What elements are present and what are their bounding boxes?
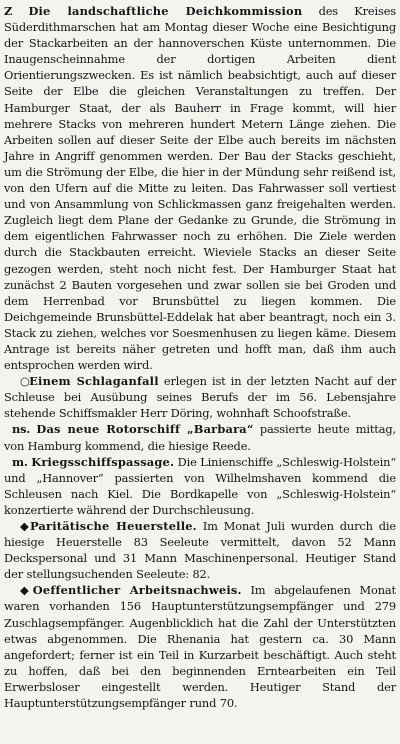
article-headline: Paritätische Heuerstelle. [29,519,197,533]
article-kriegsschiffspassage [4,454,396,518]
article-headline: Das neue Rotorschiff „Barbara“ [36,422,254,437]
article-headline: Kriegsschiffspassage. [31,454,175,469]
article-body: passierte heute mittag, von Hamburg kommend, die hiesige Reede. [4,422,396,453]
article-headline: Einem Schlaganfall [29,374,159,389]
news-column [4,3,396,711]
diamond-marker-icon: ◆ [20,519,29,533]
article-body: des Kreises Süderdithmarschen hat am Montag dieser Woche eine Besichtigung der Stackarbeiten an der hannoverschen Küste unternommen. Die Inaugenscheinnahme der dortigen Arbeiten dient Orientierungszwecken. Es ist nämlich beabsichtigt, auch auf dieser Seite der Elbe die gleichen Veranstaltungen zu treffen. Der Hamburger Staat, der als Bauherr in Frage kommt, will hier mehrere Stacks von mehreren hundert Metern Länge ziehen. Die Arbeiten sollen auf dieser Seite der Elbe auch bereits im nächsten Jahre in Angriff genommen werden. Der Bau der Stacks geschieht, um die Strömung der Elbe, die hier in der Mündung sehr reißend ist, von den Ufern auf die Mitte zu leiten. Das Fahrwasser soll vertiest und von Ansammlung von Schlickmassen ganz freigehalten werden. Zugleich liegt dem Plane der Gedanke zu Grunde, die Strömung in dem eigentlichen Fahrwasser noch zu erhöhen. Die Ziele werden durch die Stackbauten erreicht. Wieviele Stacks an dieser Seite gezogen werden, steht noch nicht fest. Der Hamburger Staat hat zunächst 2 Bauten vorgesehen und zwar sollen sie bei Groden und dem Herrenbad vor Brunsbüttel zu liegen kommen. Die Deichgemeinde Brunsbüttel-Eddelak hat aber beantragt, noch ein 3. Stack zu ziehen, welches vor Soesmenhusen zu liegen käme. Diesem Antrage ist bereits näher getreten und hofft man, daß ihm auch entsprochen werden wird. [4,4,396,373]
article-heuerstelle [4,518,396,582]
diamond-marker-icon: ◆ [20,583,29,598]
article-arbeitsnachweis [4,582,396,711]
article-body: erlegen ist in der letzten Nacht auf der Schleuse bei Ausübung seines Berufs der im 56. Lebensjahre stehende Schiffsmakler Herr Döring, wohnhaft Schoofstraße. [4,374,397,421]
article-schlaganfall [4,373,396,421]
circle-marker-icon: ○ [20,374,30,389]
article-marker: m. [12,454,28,469]
article-body: Im abgelaufenen Monat waren vorhanden 156 Hauptunterstützungsempfänger und 279 Zuschlagsempfänger. Augenblicklich hat die Zahl der Unterstützten etwas abgenommen. Die Rhenania hat gestern ca. 30 Mann angefordert; ferner ist ein Teil in Kurzarbeit beschäftigt. Auch steht zu hoffen, daß bei den beginnenden Erntearbeiten ein Teil Erwerbsloser eingestellt werden. Heutiger Stand der Hauptunterstützungsempfänger rund 70. [4,583,396,711]
article-body: Im Monat Juli wurden durch die hiesige Heuerstelle 83 Seeleute vermittelt, davon 52 Mann Deckspersonal und 31 Mann Maschinenpersonal. Heutiger Stand der stellungsuchenden Seeleute: 82. [4,519,396,582]
article-body: Die Linienschiffe „Schleswig-Holstein“ und „Hannover“ passierten von Wilhelmshaven kommend die Schleusen nach Kiel. Die Bordkapelle von „Schleswig-Holstein“ konzertierte während der Durchschleusung. [4,454,396,517]
article-deichkommission [4,3,396,373]
article-marker: ns. [12,422,31,437]
article-rotorschiff [4,421,396,453]
article-headline: Die landschaftliche Deichkommission [28,4,303,18]
article-marker: Z [4,4,13,18]
article-headline: Oeffentlicher Arbeitsnachweis. [32,583,242,598]
